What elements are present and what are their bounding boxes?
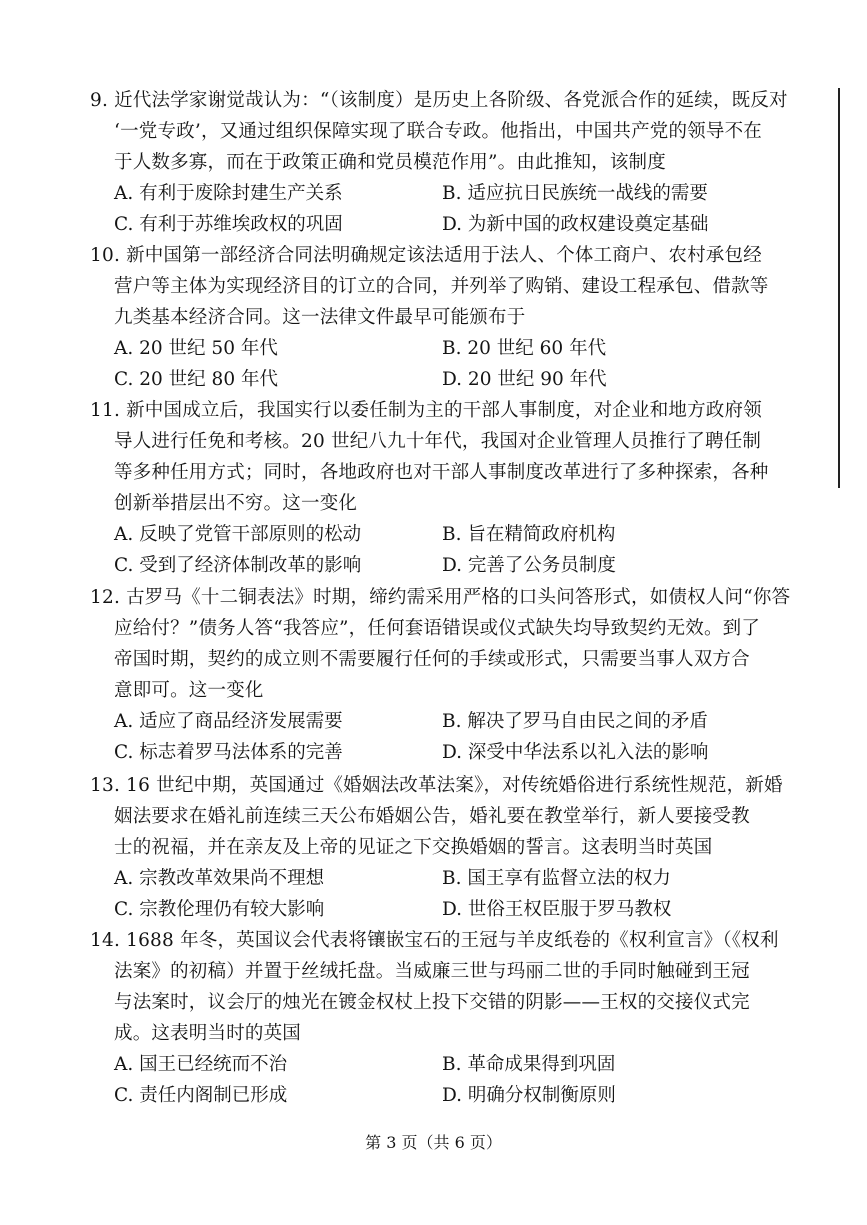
option-row: [90, 894, 820, 925]
question-stem-line: 法案》的初稿）并置于丝绒托盘。当威廉三世与玛丽二世的手同时触碰到王冠: [114, 961, 750, 982]
question-stem-line: 导人进行任免和考核。20 世纪八九十年代，我国对企业管理人员推行了聘任制: [114, 431, 762, 452]
option-b: B. 旨在精简政府机构: [442, 524, 616, 545]
question-stem-line: 意即可。这一变化: [114, 680, 264, 701]
option-c: C. 宗教伦理仍有较大影响: [114, 899, 325, 920]
option-b: B. 国王享有监督立法的权力: [442, 868, 671, 889]
option-b: B. 20 世纪 60 年代: [442, 338, 607, 359]
question-stem-line: 姻法要求在婚礼前连续三天公布婚姻公告，婚礼要在教堂举行，新人要接受教: [114, 806, 750, 827]
option-row: [90, 737, 820, 768]
question-stem-line: 士的祝福，并在亲友及上帝的见证之下交换婚姻的誓言。这表明当时英国: [114, 837, 713, 858]
option-row: [90, 333, 820, 364]
option-c: C. 有利于苏维埃政权的巩固: [114, 214, 343, 235]
option-row: [90, 550, 820, 581]
option-d: D. 完善了公务员制度: [442, 555, 616, 576]
question-stem-line: 13. 16 世纪中期，英国通过《婚姻法改革法案》，对传统婚俗进行系统性规范，新婚: [90, 775, 783, 796]
question-stem-line: 9. 近代法学家谢觉哉认为：“（该制度）是历史上各阶级、各党派合作的延续，既反对: [90, 90, 788, 111]
margin-rule: [838, 88, 840, 488]
option-b: B. 适应抗日民族统一战线的需要: [442, 183, 708, 204]
question-12: [90, 582, 820, 768]
question-14: [90, 925, 820, 1111]
option-a: A. 反映了党管干部原则的松动: [114, 524, 362, 545]
question-stem-line: 九类基本经济合同。这一法律文件最早可能颁布于: [114, 307, 526, 328]
option-c: C. 责任内阁制已形成: [114, 1085, 288, 1106]
question-9: [90, 85, 820, 240]
option-d: D. 深受中华法系以礼入法的影响: [442, 742, 709, 763]
option-d: D. 20 世纪 90 年代: [442, 369, 607, 390]
question-stem-line: 创新举措层出不穷。这一变化: [114, 493, 358, 514]
option-row: [90, 1049, 820, 1080]
question-stem-line: 等多种任用方式；同时，各地政府也对干部人事制度改革进行了多种探索，各种: [114, 462, 769, 483]
option-a: A. 适应了商品经济发展需要: [114, 711, 343, 732]
option-c: C. 标志着罗马法体系的完善: [114, 742, 343, 763]
option-row: [90, 863, 820, 894]
option-c: C. 受到了经济体制改革的影响: [114, 555, 362, 576]
option-row: [90, 519, 820, 550]
question-stem-line: ‘一党专政’，又通过组织保障实现了联合专政。他指出，中国共产党的领导不在: [114, 121, 762, 142]
option-a: A. 20 世纪 50 年代: [114, 338, 278, 359]
option-c: C. 20 世纪 80 年代: [114, 369, 278, 390]
option-b: B. 解决了罗马自由民之间的矛盾: [442, 711, 708, 732]
question-stem-line: 11. 新中国成立后，我国实行以委任制为主的干部人事制度，对企业和地方政府领: [90, 400, 762, 421]
question-stem-line: 14. 1688 年冬，英国议会代表将镶嵌宝石的王冠与羊皮纸卷的《权利宣言》（《权利: [90, 930, 779, 951]
option-d: D. 明确分权制衡原则: [442, 1085, 616, 1106]
question-stem-line: 应给付？”债务人答“我答应”，任何套语错误或仪式缺失均导致契约无效。到了: [114, 618, 761, 639]
question-13: [90, 770, 820, 925]
option-d: D. 为新中国的政权建设奠定基础: [442, 214, 709, 235]
page-number: 第 3 页（共 6 页）: [365, 1133, 502, 1152]
question-stem-line: 于人数多寡，而在于政策正确和党员模范作用”。由此推知，该制度: [114, 152, 666, 173]
option-row: [90, 178, 820, 209]
question-stem-line: 10. 新中国第一部经济合同法明确规定该法适用于法人、个体工商户、农村承包经: [90, 245, 762, 266]
option-a: A. 有利于废除封建生产关系: [114, 183, 343, 204]
option-b: B. 革命成果得到巩固: [442, 1054, 616, 1075]
question-stem-line: 12. 古罗马《十二铜表法》时期，缔约需采用严格的口头问答形式，如债权人问“你答: [90, 587, 791, 608]
question-stem-line: 帝国时期，契约的成立则不需要履行任何的手续或形式，只需要当事人双方合: [114, 649, 750, 670]
question-stem-line: 成。这表明当时的英国: [114, 1023, 302, 1044]
question-stem-line: 与法案时，议会厅的烛光在镀金权杖上投下交错的阴影——王权的交接仪式完: [114, 992, 750, 1013]
option-a: A. 宗教改革效果尚不理想: [114, 868, 325, 889]
option-a: A. 国王已经统而不治: [114, 1054, 288, 1075]
option-row: [90, 1080, 820, 1111]
option-row: [90, 706, 820, 737]
question-11: [90, 395, 820, 581]
option-row: [90, 364, 820, 395]
question-stem-line: 营户等主体为实现经济目的订立的合同，并列举了购销、建设工程承包、借款等: [114, 276, 769, 297]
option-row: [90, 209, 820, 240]
option-d: D. 世俗王权臣服于罗马教权: [442, 899, 672, 920]
question-10: [90, 240, 820, 395]
